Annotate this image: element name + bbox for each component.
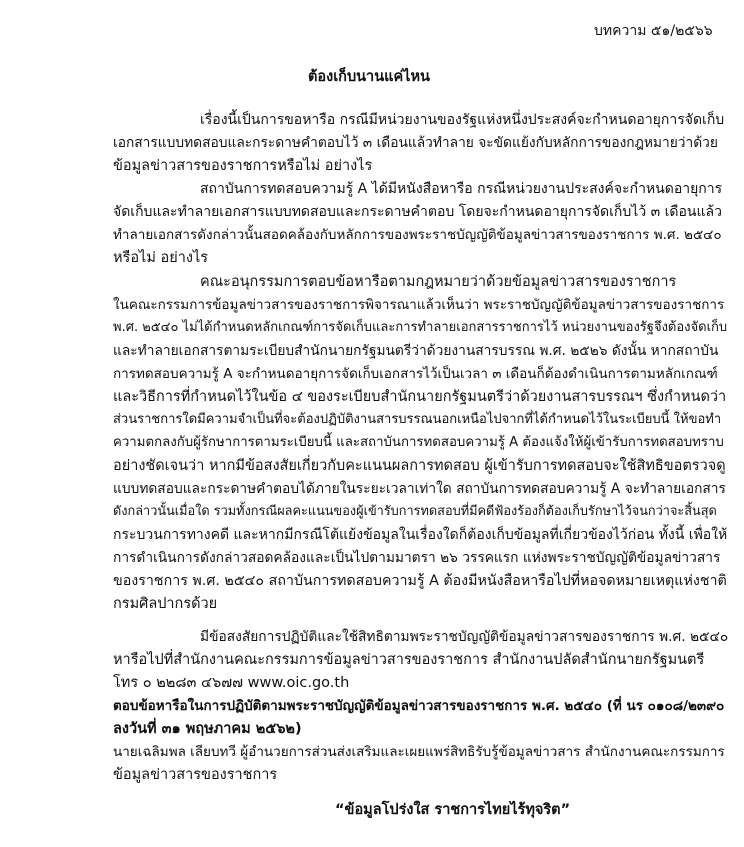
paragraph-1-line-2: เอกสารแบบทดสอบและกระดาษคำตอบไว้ ๓ เดือนแล้วทำลาย จะขัดแย้งกับหลักการของกฎหมายว่าด้วย: [113, 135, 718, 151]
paragraph-3-line-9: อย่างชัดเจนว่า หากมีข้อสงสัยเกี่ยวกับคะแนนผลการทดสอบ ผู้เข้ารับการทดสอบจะใช้สิทธิขอตรวจดู: [113, 458, 726, 474]
paragraph-3-line-5: การทดสอบความรู้ A จะกำหนดอายุการจัดเก็บเอกสารไว้เป็นเวลา ๓ เดือนก็ต้องดำเนินการตามหลักเกณฑ์: [113, 366, 718, 382]
article-number: บทความ ๕๑/๒๕๖๖: [594, 23, 713, 39]
paragraph-2-line-3: ทำลายเอกสารดังกล่าวนั้นสอดคล้องกับหลักการของพระราชบัญญัติข้อมูลข่าวสารของราชการ พ.ศ. ๒๕๔๐: [113, 227, 722, 243]
paragraph-3-line-4: และทำลายเอกสารตามระเบียบสำนักนายกรัฐมนตรีว่าด้วยงานสารบรรณ พ.ศ. ๒๕๒๖ ดังนั้น หากสถาบัน: [113, 343, 719, 359]
paragraph-1-line-3: ข้อมูลข่าวสารของราชการหรือไม่ อย่างไร: [113, 158, 373, 174]
paragraph-4-line-1: มีข้อสงสัยการปฏิบัติและใช้สิทธิตามพระราชบัญญัติข้อมูลข่าวสารของราชการ พ.ศ. ๒๕๔๐: [200, 629, 729, 645]
paragraph-3-line-8: ความตกลงกับผู้รักษาการตามระเบียบนี้ และสถาบันการทดสอบความรู้ A ต้องแจ้งให้ผู้เข้ารับการทดสอบทราบ: [113, 435, 724, 450]
paragraph-3-line-14: ของราชการ พ.ศ. ๒๕๔๐ สถาบันการทดสอบความรู้ A ต้องมีหนังสือหารือไปที่หอจดหมายเหตุแห่งชาติ: [113, 573, 727, 589]
document-title: ต้องเก็บนานแค่ไหน: [308, 69, 430, 85]
paragraph-2-line-1: สถาบันการทดสอบความรู้ A ได้มีหนังสือหารือ กรณีหน่วยงานประสงค์จะกำหนดอายุการ: [200, 181, 723, 197]
paragraph-4-line-3: โทร ๐ ๒๒๘๓ ๔๖๗๗ www.oic.go.th: [113, 675, 350, 691]
paragraph-3-line-11: ดังกล่าวนั้นเมื่อใด รวมทั้งกรณีผลคะแนนของผู้เข้ารับการทดสอบที่มีคดีฟ้องร้องก็ต้องเก็บรักษาไว้จนกว่าจะสิ้นสุด: [113, 504, 717, 519]
reference-line-1: ตอบข้อหารือในการปฏิบัติตามพระราชบัญญัติข้อมูลข่าวสารของราชการ พ.ศ. ๒๕๔๐ (ที่ นร ๐๑๐๘/๒๓๙๐: [113, 698, 725, 714]
paragraph-3-line-6: และวิธีการที่กำหนดไว้ในข้อ ๔ ของระเบียบสำนักนายกรัฐมนตรีว่าด้วยงานสารบรรณฯ ซึ่งกำหนดว่า: [113, 389, 727, 405]
paragraph-3-line-2: ในคณะกรรมการข้อมูลข่าวสารของราชการพิจารณาแล้วเห็นว่า พระราชบัญญัติข้อมูลข่าวสารของราชการ: [113, 297, 725, 313]
paragraph-3-line-12: กระบวนการทางคดี และหากมีกรณีโต้แย้งข้อมูลในเรื่องใดก็ต้องเก็บข้อมูลที่เกี่ยวข้องไว้ก่อน ทั้งนี้ เพื่อให้: [113, 527, 728, 543]
author-line-2: ข้อมูลข่าวสารของราชการ: [113, 767, 278, 783]
paragraph-2-line-4: หรือไม่ อย่างไร: [113, 250, 209, 266]
paragraph-3-line-1: คณะอนุกรรมการตอบข้อหารือตามกฎหมายว่าด้วยข้อมูลข่าวสารของราชการ: [200, 274, 677, 290]
paragraph-3-line-10: แบบทดสอบและกระดาษคำตอบได้ภายในระยะเวลาเท่าใด สถาบันการทดสอบความรู้ A จะทำลายเอกสาร: [113, 481, 726, 497]
paragraph-3-line-7: ส่วนราชการใดมีความจำเป็นที่จะต้องปฏิบัติงานสารบรรณนอกเหนือไปจากที่ได้กำหนดไว้ในระเบียบนี้ ให้ขอทำ: [113, 412, 722, 427]
slogan: “ข้อมูลโปร่งใส ราชการไทยไร้ทุจริต”: [335, 802, 571, 818]
paragraph-2-line-2: จัดเก็บและทำลายเอกสารแบบทดสอบและกระดาษคำตอบ โดยจะกำหนดอายุการจัดเก็บไว้ ๓ เดือนแล้ว: [113, 204, 722, 220]
paragraph-1-line-1: เรื่องนี้เป็นการขอหารือ กรณีมีหน่วยงานของรัฐแห่งหนึ่งประสงค์จะกำหนดอายุการจัดเก็บ: [200, 112, 725, 128]
reference-line-2: ลงวันที่ ๓๑ พฤษภาคม ๒๕๖๒): [113, 721, 302, 737]
paragraph-3-line-13: การดำเนินการดังกล่าวสอดคล้องและเป็นไปตามมาตรา ๒๖ วรรคแรก แห่งพระราชบัญญัติข้อมูลข่าวสาร: [113, 550, 721, 566]
paragraph-3-line-3: พ.ศ. ๒๕๔๐ ไม่ได้กำหนดหลักเกณฑ์การจัดเก็บและการทำลายเอกสารราชการไว้ หน่วยงานของรัฐจึงต้องจัดเก็บ: [113, 320, 728, 335]
paragraph-3-line-15: กรมศิลปากรด้วย: [113, 596, 218, 612]
paragraph-4-line-2: หารือไปที่สำนักงานคณะกรรมการข้อมูลข่าวสารของราชการ สำนักงานปลัดสำนักนายกรัฐมนตรี: [113, 652, 705, 668]
author-line-1: นายเฉลิมพล เลียบทวี ผู้อำนวยการส่วนส่งเสริมและเผยแพร่สิทธิรับรู้ข้อมูลข่าวสาร สำนักงานคณะกรรมการ: [113, 744, 725, 760]
